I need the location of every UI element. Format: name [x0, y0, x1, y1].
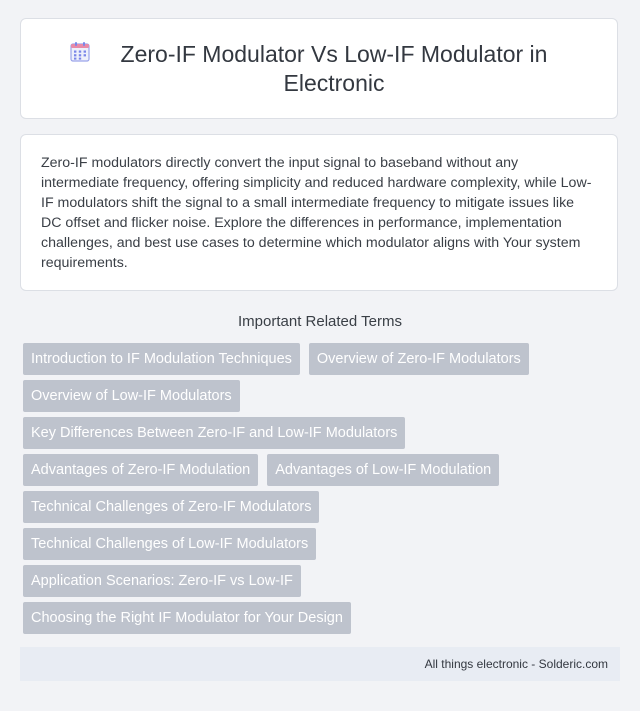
tag-row — [23, 602, 623, 634]
related-term-tag[interactable]: Choosing the Right IF Modulator for Your Design — [23, 602, 351, 634]
tag-row — [23, 343, 623, 375]
page-title: Zero-IF Modulator Vs Low-IF Modulator in Electronic — [120, 40, 548, 96]
tag-row — [23, 417, 623, 449]
tag-row — [23, 454, 623, 486]
tag-row — [23, 380, 623, 412]
related-term-tag[interactable]: Technical Challenges of Low-IF Modulators — [23, 528, 316, 560]
related-terms-heading: Important Related Terms — [238, 313, 402, 330]
tag-row — [23, 491, 623, 523]
tag-row — [23, 528, 623, 560]
related-term-tag[interactable]: Overview of Low-IF Modulators — [23, 380, 240, 412]
title-card — [20, 18, 618, 119]
footer — [20, 647, 620, 681]
related-term-tag[interactable]: Technical Challenges of Zero-IF Modulators — [23, 491, 319, 523]
tag-row — [23, 565, 623, 597]
description-card — [20, 134, 618, 291]
related-term-tag[interactable]: Introduction to IF Modulation Techniques — [23, 343, 300, 375]
footer-text: All things electronic - Solderic.com — [424, 657, 608, 671]
description-text: Zero-IF modulators directly convert the input signal to baseband without any intermediate frequency, offering simplicity and reduced hardware complexity, while Low-IF modulators shift the signal to a small intermediate frequency to mitigate issues like DC offset and flicker noise. Explore the differences in performance, implementation challenges, and best use cases to determine which modulator aligns with Your system requirements. — [41, 155, 592, 271]
related-term-tag[interactable]: Key Differences Between Zero-IF and Low-IF Modulators — [23, 417, 405, 449]
related-terms-list — [23, 343, 623, 639]
related-term-tag[interactable]: Advantages of Zero-IF Modulation — [23, 454, 258, 486]
related-term-tag[interactable]: Overview of Zero-IF Modulators — [309, 343, 529, 375]
title-wrap — [59, 40, 579, 98]
related-term-tag[interactable]: Advantages of Low-IF Modulation — [267, 454, 499, 486]
calendar-icon — [69, 41, 91, 63]
related-term-tag[interactable]: Application Scenarios: Zero-IF vs Low-IF — [23, 565, 301, 597]
